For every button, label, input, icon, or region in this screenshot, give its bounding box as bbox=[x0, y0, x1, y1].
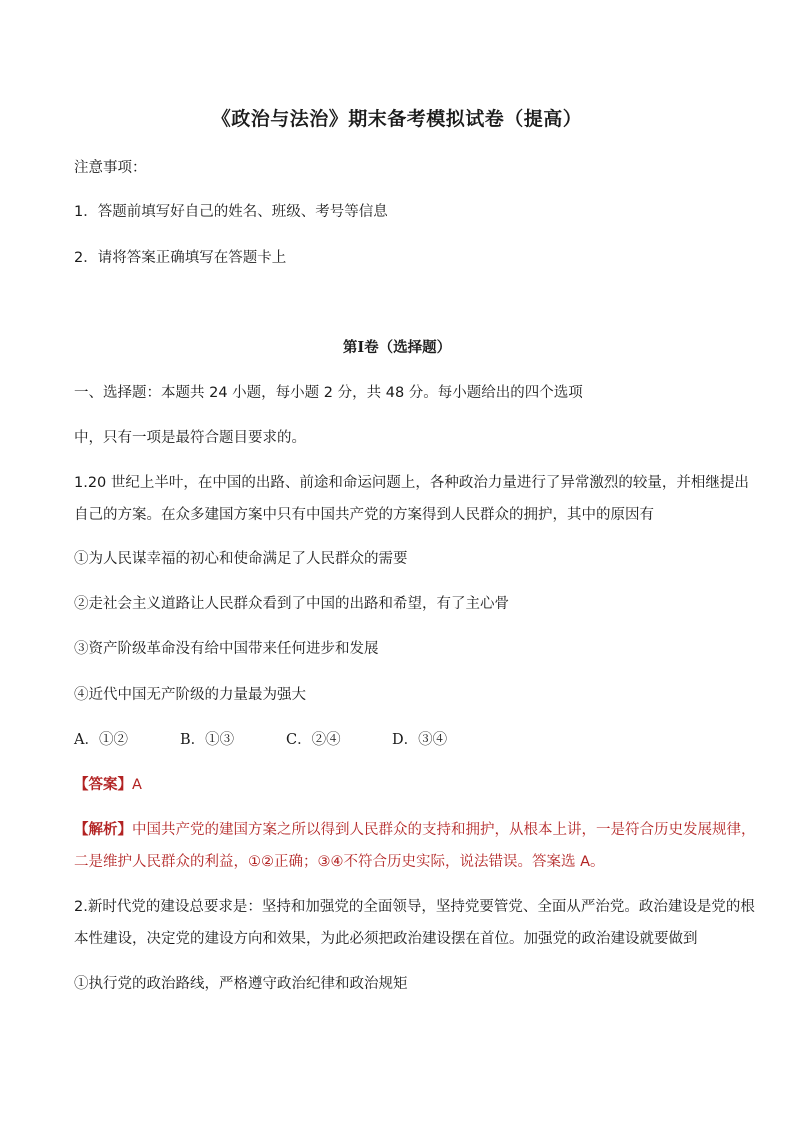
q1-item-4: ④近代中国无产阶级的力量最为强大 bbox=[74, 687, 306, 703]
q1-stem-line-2: 自己的方案。在众多建国方案中只有中国共产党的方案得到人民群众的拥护，其中的原因有 bbox=[74, 507, 654, 523]
note-item-1: 1．答题前填写好自己的姓名、班级、考号等信息 bbox=[74, 204, 388, 220]
q2-stem-line-1: 2.新时代党的建设总要求是：坚持和加强党的全面领导，坚持党要管党、全面从严治党。政治建设是党的根 bbox=[74, 899, 755, 915]
exam-title: 《政治与法治》期末备考模拟试卷（提高） bbox=[211, 108, 583, 130]
notes-heading: 注意事项： bbox=[74, 160, 147, 176]
q1-analysis-line-2: 二是维护人民群众的利益，①②正确；③④不符合历史实际，说法错误。答案选 A。 bbox=[74, 854, 605, 870]
q1-option-c: C．②④ bbox=[286, 732, 341, 748]
q1-answer bbox=[74, 775, 142, 795]
q1-stem-line-1: 1.20 世纪上半叶，在中国的出路、前途和命运问题上，各种政治力量进行了异常激烈的较量，并相继提出 bbox=[74, 475, 749, 491]
q1-option-d: D．③④ bbox=[392, 732, 448, 748]
q1-option-a: A．①② bbox=[74, 732, 128, 748]
q1-item-3: ③资产阶级革命没有给中国带来任何进步和发展 bbox=[74, 641, 379, 657]
section-intro-line-2: 中，只有一项是最符合题目要求的。 bbox=[74, 430, 306, 446]
q2-stem-line-2: 本性建设，决定党的建设方向和效果，为此必须把政治建设摆在首位。加强党的政治建设就要做到 bbox=[74, 931, 698, 947]
q1-options bbox=[74, 730, 498, 750]
q2-item-1: ①执行党的政治路线，严格遵守政治纪律和政治规矩 bbox=[74, 976, 408, 992]
q1-analysis-text-1: 中国共产党的建国方案之所以得到人民群众的支持和拥护，从根本上讲，一是符合历史发展规律， bbox=[132, 822, 756, 838]
section-intro-line-1: 一、选择题：本题共 24 小题，每小题 2 分，共 48 分。每小题给出的四个选项 bbox=[74, 385, 583, 401]
q1-option-b: B．①③ bbox=[180, 732, 235, 748]
note-item-2: 2．请将答案正确填写在答题卡上 bbox=[74, 250, 287, 266]
q1-analysis-label: 【解析】 bbox=[74, 822, 132, 838]
q1-analysis-line-1 bbox=[74, 820, 756, 840]
q1-answer-value: A bbox=[132, 777, 142, 793]
q1-item-2: ②走社会主义道路让人民群众看到了中国的出路和希望，有了主心骨 bbox=[74, 596, 509, 612]
section-title: 第I卷（选择题） bbox=[342, 339, 452, 356]
q1-item-1: ①为人民谋幸福的初心和使命满足了人民群众的需要 bbox=[74, 551, 408, 567]
q1-answer-label: 【答案】 bbox=[74, 777, 132, 793]
